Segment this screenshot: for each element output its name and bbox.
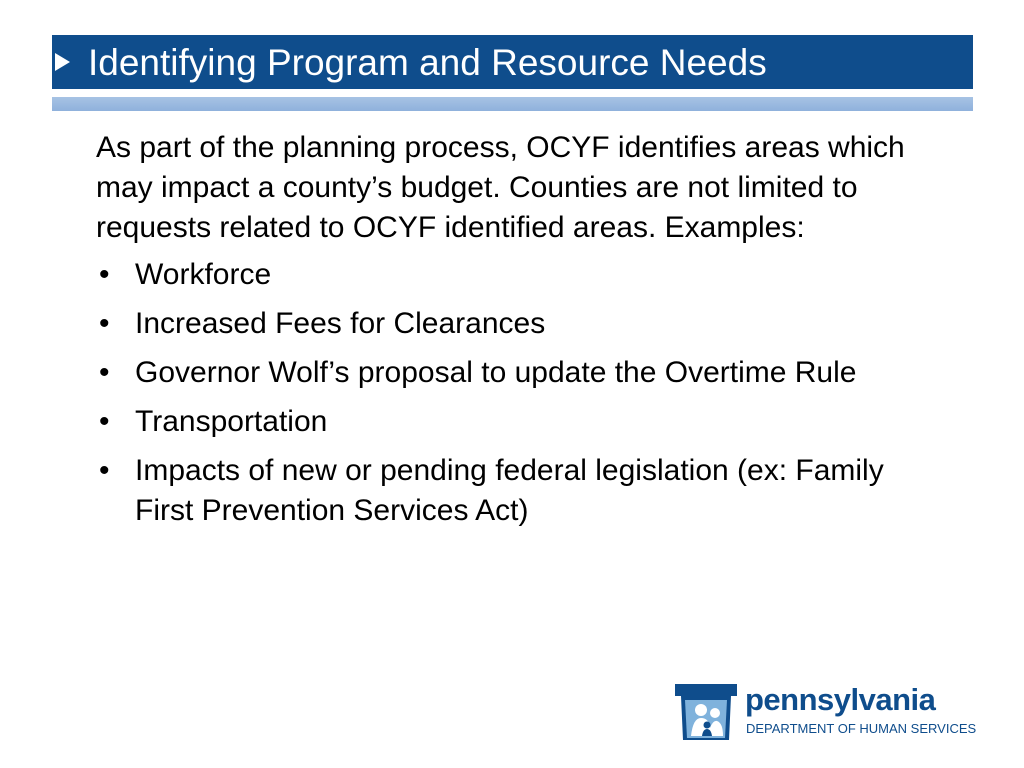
list-item-text: Impacts of new or pending federal legislation (ex: Family First Prevention Services Act) <box>135 454 884 527</box>
bullet-icon: • <box>99 405 110 438</box>
logo-department: DEPARTMENT OF HUMAN SERVICES <box>746 721 977 736</box>
list-item <box>96 255 936 295</box>
list-item <box>96 304 936 344</box>
title-arrow-icon <box>55 53 70 71</box>
bullet-icon: • <box>99 258 110 291</box>
list-item-text: Increased Fees for Clearances <box>135 307 546 340</box>
list-item-text: Transportation <box>135 405 328 438</box>
list-item <box>96 402 936 442</box>
bullet-icon: • <box>99 356 110 389</box>
logo-wordmark: pennsylvania <box>745 682 936 717</box>
bullet-icon: • <box>99 454 110 487</box>
pa-dhs-logo <box>673 680 983 750</box>
list-item <box>96 353 936 393</box>
intro-paragraph: As part of the planning process, OCYF identifies areas which may impact a county’s budget. Counties are not limited to requests related to OCYF identified areas. Examples: <box>96 131 905 244</box>
list-item-text: Workforce <box>135 258 272 291</box>
slide-body <box>96 128 936 540</box>
keystone-family-icon <box>673 680 739 746</box>
title-bar <box>52 35 973 89</box>
slide-title: Identifying Program and Resource Needs <box>88 42 767 83</box>
examples-list <box>96 255 936 531</box>
list-item <box>96 451 936 531</box>
list-item-text: Governor Wolf’s proposal to update the Overtime Rule <box>135 356 857 389</box>
bullet-icon: • <box>99 307 110 340</box>
title-divider <box>52 97 973 111</box>
